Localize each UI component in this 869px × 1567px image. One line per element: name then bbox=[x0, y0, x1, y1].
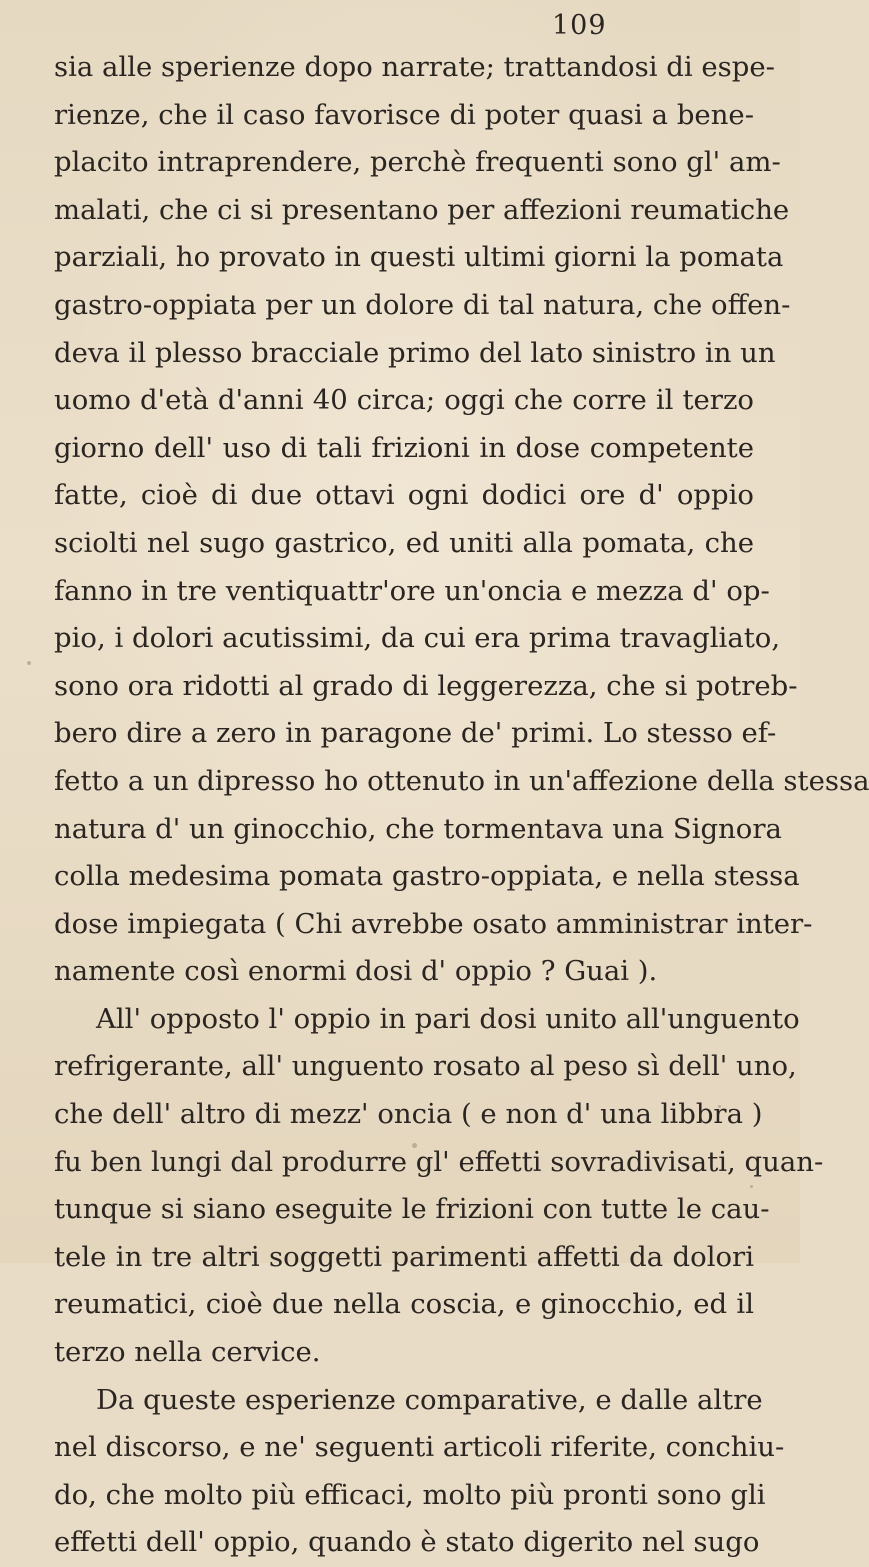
body-text bbox=[54, 44, 869, 1567]
text-line: rienze, che il caso favorisce di poter quasi a bene- bbox=[54, 98, 754, 131]
text-line: sia alle sperienze dopo narrate; trattandosi di espe- bbox=[54, 51, 775, 83]
text-line: malati, che ci si presentano per affezioni reumatiche bbox=[54, 193, 790, 226]
text-line: refrigerante, all' unguento rosato al peso sì dell' uno, bbox=[54, 1050, 797, 1083]
paper-speck bbox=[718, 1105, 721, 1108]
text-line: effetti dell' oppio, quando è stato digerito nel sugo bbox=[54, 1526, 760, 1559]
paragraph-end-line: namente così enormi dosi d' oppio ? Guai ). bbox=[54, 955, 658, 988]
paper-speck bbox=[27, 661, 31, 665]
text-line: fu ben lungi dal produrre gl' effetti sovradivisati, quan- bbox=[54, 1145, 824, 1178]
paper-speck bbox=[412, 1143, 417, 1148]
text-line: che dell' altro di mezz' oncia ( e non d' una libbra ) bbox=[54, 1098, 763, 1131]
text-line: pio, i dolori acutissimi, da cui era prima travagliato, bbox=[54, 622, 781, 655]
text-line: sono ora ridotti al grado di leggerezza, che si potreb- bbox=[54, 669, 798, 702]
text-line: sciolti nel sugo gastrico, ed uniti alla pomata, che bbox=[54, 526, 754, 559]
text-line: parziali, ho provato in questi ultimi giorni la pomata bbox=[54, 241, 784, 274]
text-line: placito intraprendere, perchè frequenti sono gl' am- bbox=[54, 146, 781, 179]
paragraph-start-line: All' opposto l' oppio in pari dosi unito all'unguento bbox=[96, 1002, 800, 1035]
paper-speck bbox=[750, 1185, 753, 1188]
text-line: nel discorso, e ne' seguenti articoli riferite, conchiu- bbox=[54, 1431, 785, 1464]
paragraph-start-line: Da queste esperienze comparative, e dalle altre bbox=[96, 1383, 763, 1416]
text-line: fatte, cioè di due ottavi ogni dodici ore d' oppio bbox=[54, 479, 754, 512]
text-line: bero dire a zero in paragone de' primi. Lo stesso ef- bbox=[54, 717, 777, 750]
text-line: tele in tre altri soggetti parimenti affetti da dolori bbox=[54, 1240, 754, 1273]
text-line: tunque si siano eseguite le frizioni con tutte le cau- bbox=[54, 1193, 770, 1226]
text-line: dose impiegata ( Chi avrebbe osato amministrar inter- bbox=[54, 907, 813, 940]
text-line: giorno dell' uso di tali frizioni in dose competente bbox=[54, 431, 754, 464]
text-line: natura d' un ginocchio, che tormentava una Signora bbox=[54, 812, 782, 845]
text-line: gastro-oppiata per un dolore di tal natura, che offen- bbox=[54, 288, 791, 321]
paragraph-end-line: terzo nella cervice. bbox=[54, 1336, 321, 1369]
text-line: uomo d'età d'anni 40 circa; oggi che corre il terzo bbox=[54, 384, 754, 417]
text-line: reumatici, cioè due nella coscia, e ginocchio, ed il bbox=[54, 1288, 754, 1321]
text-line: do, che molto più efficaci, molto più pronti sono gli bbox=[54, 1478, 766, 1511]
text-line: fetto a un dipresso ho ottenuto in un'affezione della stessa bbox=[54, 764, 869, 797]
text-line: colla medesima pomata gastro-oppiata, e nella stessa bbox=[54, 860, 800, 893]
text-line: deva il plesso bracciale primo del lato sinistro in un bbox=[54, 336, 776, 369]
text-line: fanno in tre ventiquattr'ore un'oncia e mezza d' op- bbox=[54, 574, 770, 607]
page-number: 109 bbox=[552, 10, 607, 41]
